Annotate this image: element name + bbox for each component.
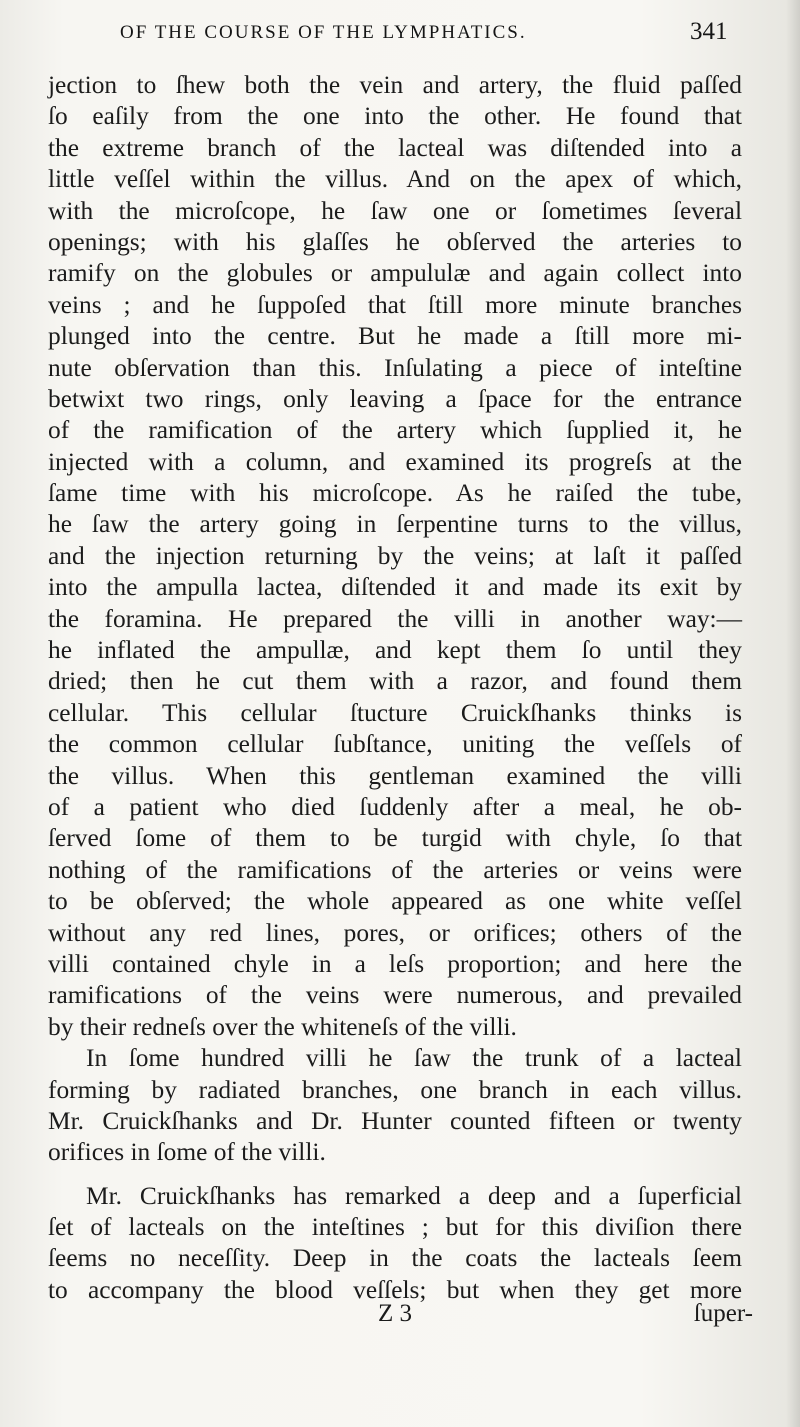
text-line: cellular. This cellular ſtucture Cruickſhanks thinks is <box>48 698 742 727</box>
text-line: he inflated the ampullæ, and kept them ſo until they <box>48 636 742 665</box>
text-line: ramify on the globules or ampululæ and again collect into <box>48 259 742 288</box>
text-line: he ſaw the artery going in ſerpentine turns to the villus, <box>48 510 742 539</box>
text-line: to accompany the blood veſſels; but when they get more <box>48 1275 742 1304</box>
text-line: ſo eaſily from the one into the other. He found that <box>48 102 742 131</box>
text-line: ſame time with his microſcope. As he raiſed the tube, <box>48 479 742 508</box>
text-line: villi contained chyle in a leſs proportion; and here the <box>48 949 742 978</box>
text-line: ſeems no neceſſity. Deep in the coats the lacteals ſeem <box>48 1244 742 1273</box>
running-title: OF THE COURSE OF THE LYMPHATICS. <box>120 22 527 43</box>
text-line: the common cellular ſubſtance, uniting the veſſels of <box>48 730 742 759</box>
text-line: the foramina. He prepared the villi in another way:— <box>48 604 742 633</box>
text-line: plunged into the centre. But he made a ſtill more mi- <box>48 322 742 351</box>
text-line: the extreme branch of the lacteal was diſtended into a <box>48 133 742 162</box>
text-line: ſet of lacteals on the inteſtines ; but for this diviſion there <box>48 1213 742 1242</box>
text-line: openings; with his glaſſes he obſerved the arteries to <box>48 227 742 256</box>
paragraph-first-line: Mr. Cruickſhanks has remarked a deep and a ſuperficial <box>86 1181 742 1210</box>
text-line: little veſſel within the villus. And on the apex of which, <box>48 165 742 194</box>
text-line: dried; then he cut them with a razor, and found them <box>48 667 742 696</box>
text-line: betwixt two rings, only leaving a ſpace for the entrance <box>48 384 742 413</box>
paragraph-gap <box>48 1169 742 1181</box>
text-line: without any red lines, pores, or orifices; others of the <box>48 918 742 947</box>
text-line: ſerved ſome of them to be turgid with chyle, ſo that <box>48 824 742 853</box>
text-line: Mr. Cruickſhanks and Dr. Hunter counted fifteen or twenty <box>48 1106 742 1135</box>
text-line: and the injection returning by the veins; at laſt it paſſed <box>48 541 742 570</box>
text-line: the villus. When this gentleman examined the villi <box>48 761 742 790</box>
text-line: veins ; and he ſuppoſed that ſtill more minute branches <box>48 290 742 319</box>
text-line: nothing of the ramifications of the arteries or veins were <box>48 855 742 884</box>
page-edge-shadow <box>786 0 800 1427</box>
page-number: 341 <box>690 18 728 45</box>
page-footer <box>48 1300 753 1336</box>
text-line: of a patient who died ſuddenly after a meal, he ob- <box>48 792 742 821</box>
signature-mark: Z 3 <box>378 1300 413 1327</box>
catchword: ſuper- <box>693 1300 753 1327</box>
text-line: ramifications of the veins were numerous, and prevailed <box>48 981 742 1010</box>
text-line: with the microſcope, he ſaw one or ſometimes ſeveral <box>48 196 742 225</box>
paragraph-first-line: In ſome hundred villi he ſaw the trunk of a lacteal <box>86 1044 742 1073</box>
body-text <box>48 70 742 1306</box>
text-line: of the ramification of the artery which ſupplied it, he <box>48 416 742 445</box>
text-line: injected with a column, and examined its progreſs at the <box>48 447 742 476</box>
text-line: by their redneſs over the whiteneſs of the villi. <box>48 1012 517 1041</box>
text-line: nute obſervation than this. Inſulating a piece of inteſtine <box>48 353 742 382</box>
text-line: jection to ſhew both the vein and artery, the fluid paſſed <box>48 71 742 99</box>
text-line: into the ampulla lactea, diſtended it and made its exit by <box>48 573 742 602</box>
text-line: to be obſerved; the whole appeared as one white veſſel <box>48 887 742 916</box>
text-line: orifices in ſome of the villi. <box>48 1138 326 1167</box>
text-line: forming by radiated branches, one branch in each villus. <box>48 1075 742 1104</box>
